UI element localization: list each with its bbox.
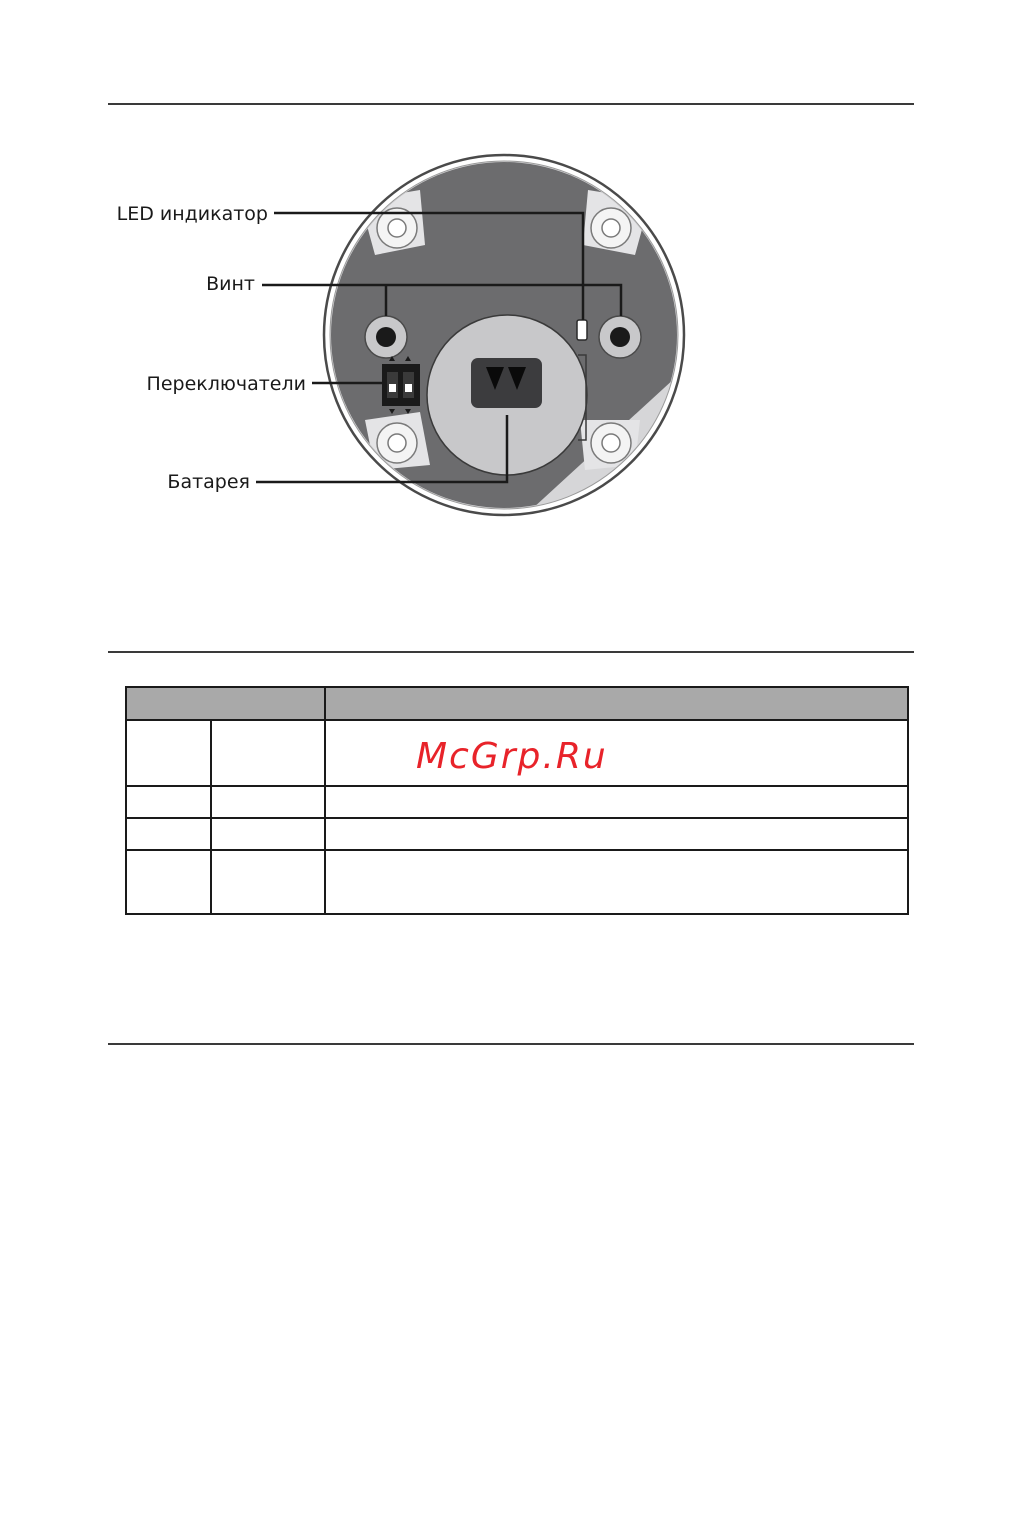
mount-hole-bottom-left (377, 423, 417, 463)
mount-hole-bottom-right (591, 423, 631, 463)
mount-hole-top-right (591, 208, 631, 248)
table-cell (325, 720, 908, 786)
table-cell (126, 850, 211, 914)
table-header-cell (126, 687, 325, 720)
screw-left (365, 316, 407, 358)
table-cell (211, 850, 325, 914)
table-cell (126, 720, 211, 786)
table-row (126, 786, 908, 818)
table-cell (126, 786, 211, 818)
spec-table (125, 686, 909, 915)
table-row (126, 850, 908, 914)
battery-connector (471, 358, 542, 408)
table-cell (325, 850, 908, 914)
table-cell (211, 720, 325, 786)
device-diagram (0, 0, 1021, 560)
table-header-row (126, 687, 908, 720)
dip-switches (382, 356, 420, 414)
bottom-rule (108, 1043, 914, 1045)
table-cell (325, 786, 908, 818)
screw-right (599, 316, 641, 358)
table-cell (325, 818, 908, 850)
screw-label: Винт (206, 273, 255, 295)
table-cell (126, 818, 211, 850)
watermark: McGrp.Ru (416, 736, 608, 777)
switches-label: Переключатели (146, 373, 306, 395)
led-label: LED индикатор (116, 203, 268, 225)
table-header-cell (325, 687, 908, 720)
led-indicator (577, 320, 587, 340)
section-rule (108, 651, 914, 653)
battery-label: Батарея (167, 471, 250, 493)
table-row (126, 818, 908, 850)
table-cell (211, 786, 325, 818)
table-cell (211, 818, 325, 850)
